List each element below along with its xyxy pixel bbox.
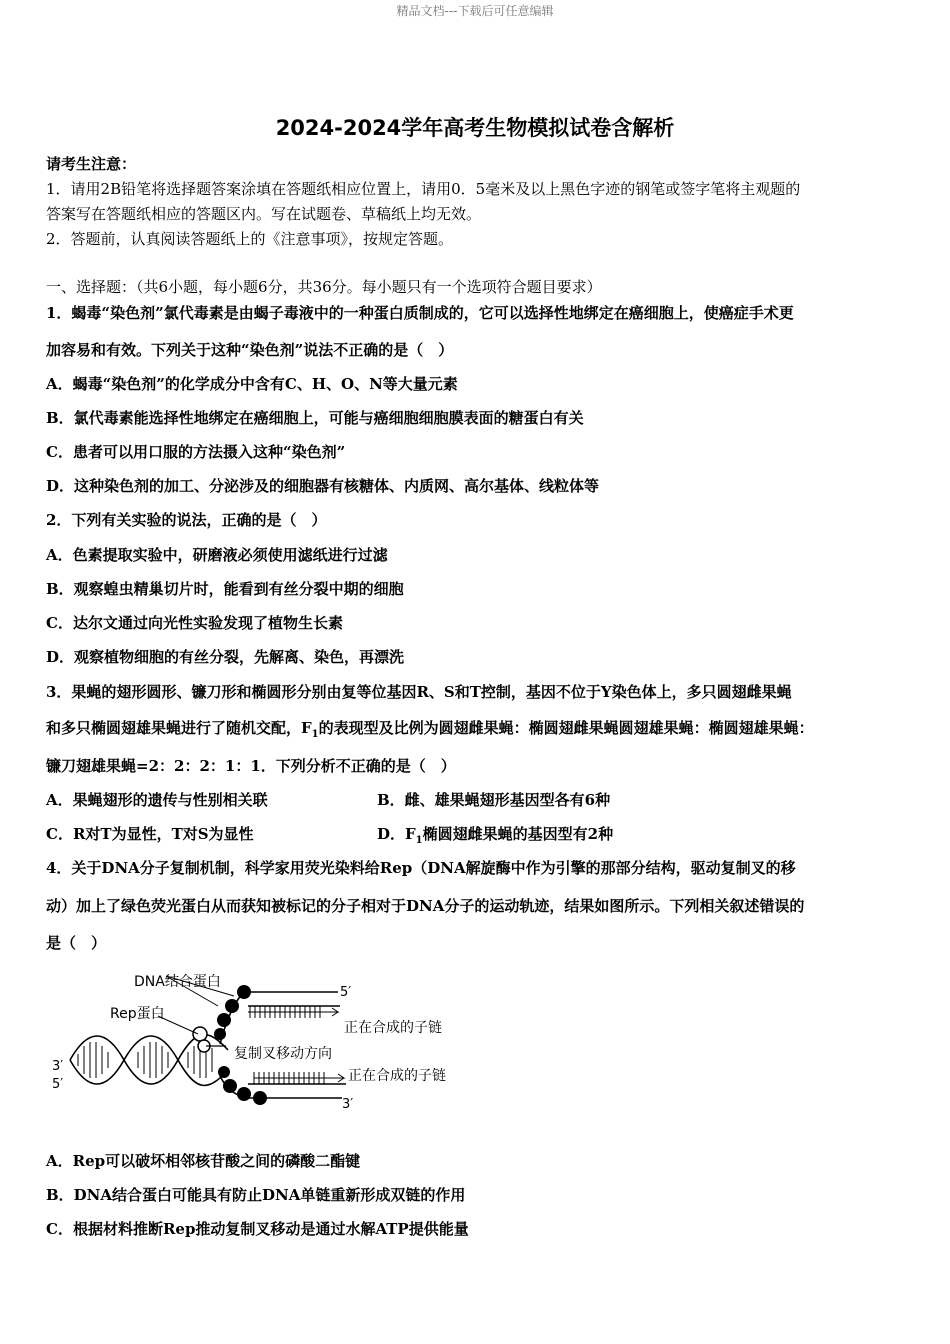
q1-option-a: A．蝎毒“染色剂”的化学成分中含有C、H、O、N等大量元素 <box>46 375 458 393</box>
q4-stem-line-1: 4．关于DNA分子复制机制，科学家用荧光染料给Rep（DNA解旋酶中作为引擎的那部分结构，驱动复制叉的移 <box>46 859 796 877</box>
q3-option-b: B．雌、雄果蝇翅形基因型各有6种 <box>377 791 611 809</box>
rep-protein-icon <box>193 1027 207 1041</box>
q1-stem-line-1: 1．蝎毒“染色剂”氯代毒素是由蝎子毒液中的一种蛋白质制成的，它可以选择性地绑定在癌细胞上，使癌症手术更 <box>46 304 794 322</box>
label-left-top: 3′ <box>52 1059 64 1074</box>
q4-option-b: B．DNA结合蛋白可能具有防止DNA单链重新形成双链的作用 <box>46 1186 466 1204</box>
label-strand-bottom: 正在合成的子链 <box>348 1068 446 1084</box>
label-top-end: 5′ <box>340 985 352 1000</box>
q4-stem-line-2: 动）加上了绿色荧光蛋白从而获知被标记的分子相对于DNA分子的运动轨迹，结果如图所示。下列相关叙述错误的 <box>46 897 805 915</box>
q2-option-c: C．达尔文通过向光性实验发现了植物生长素 <box>46 614 343 632</box>
q2-stem: 2．下列有关实验的说法，正确的是（ ） <box>46 511 327 529</box>
notice-item-1-line-2: 答案写在答题纸相应的答题区内。写在试题卷、草稿纸上均无效。 <box>46 205 482 223</box>
q4-stem-line-3: 是（ ） <box>46 934 107 952</box>
separated-strands <box>220 992 346 1098</box>
section-heading: 一、选择题：（共6小题，每小题6分，共36分。每小题只有一个选项符合题目要求） <box>46 278 602 296</box>
q3-stem-line-2: 和多只椭圆翅雄果蝇进行了随机交配，$F_1$的表现型及比例为圆翅雌果蝇：椭圆翅雌果蝇圆翅雄果蝇：椭圆翅雄果蝇： <box>46 719 814 740</box>
q2-option-a: A．色素提取实验中，研磨液必须使用滤纸进行过滤 <box>46 546 388 564</box>
q1-option-c: C．患者可以用口服的方法摄入这种“染色剂” <box>46 443 346 461</box>
dna-binding-proteins <box>214 985 267 1105</box>
q4-option-a: A．Rep可以破坏相邻核苷酸之间的磷酸二酯键 <box>46 1152 361 1170</box>
page-title: 2024-2024学年高考生物模拟试卷含解析 <box>275 116 675 140</box>
page-header: 精品文档---下载后可任意编辑 <box>396 4 554 18</box>
label-fork-direction: 复制叉移动方向 <box>234 1046 332 1062</box>
q4-option-c: C．根据材料推断Rep推动复制叉移动是通过水解ATP提供能量 <box>46 1220 469 1238</box>
q2-option-d: D．观察植物细胞的有丝分裂，先解离、染色，再漂洗 <box>46 648 405 666</box>
label-bottom-end: 3′ <box>342 1097 354 1112</box>
notice-heading: 请考生注意： <box>46 155 137 173</box>
q1-option-b: B．氯代毒素能选择性地绑定在癌细胞上，可能与癌细胞细胞膜表面的糖蛋白有关 <box>46 409 584 427</box>
q3-option-d: D．$F_1$椭圆翅雌果蝇的基因型有2种 <box>377 825 614 846</box>
q1-stem-line-2: 加容易和有效。下列关于这种“染色剂”说法不正确的是（ ） <box>46 341 454 359</box>
notice-item-2: 2．答题前，认真阅读答题纸上的《注意事项》，按规定答题。 <box>46 230 454 248</box>
q3-stem-line-3: 镰刀翅雄果蝇=2：2：2：1：1．下列分析不正确的是（ ） <box>46 757 456 775</box>
q2-option-b: B．观察蝗虫精巢切片时，能看到有丝分裂中期的细胞 <box>46 580 404 598</box>
q3-stem-line-1: 3．果蝇的翅形圆形、镰刀形和椭圆形分别由复等位基因R、S和T控制，基因不位于Y染色体上，多只圆翅雌果蝇 <box>46 683 792 701</box>
notice-item-1-line-1: 1．请用2B铅笔将选择题答案涂填在答题纸相应位置上，请用0．5毫米及以上黑色字迹的钢笔或签字笔将主观题的 <box>46 180 801 198</box>
q1-option-d: D．这种染色剂的加工、分泌涉及的细胞器有核糖体、内质网、高尔基体、线粒体等 <box>46 477 600 495</box>
q3-option-c: C．R对T为显性，T对S为显性 <box>46 825 254 843</box>
label-left-bottom: 5′ <box>52 1077 64 1092</box>
q3-option-a: A．果蝇翅形的遗传与性别相关联 <box>46 791 268 809</box>
label-dna-binding-protein: DNA结合蛋白 <box>134 974 221 990</box>
label-rep-protein: Rep蛋白 <box>110 1006 165 1022</box>
dna-replication-figure <box>48 962 478 1114</box>
label-strand-top: 正在合成的子链 <box>344 1020 442 1036</box>
